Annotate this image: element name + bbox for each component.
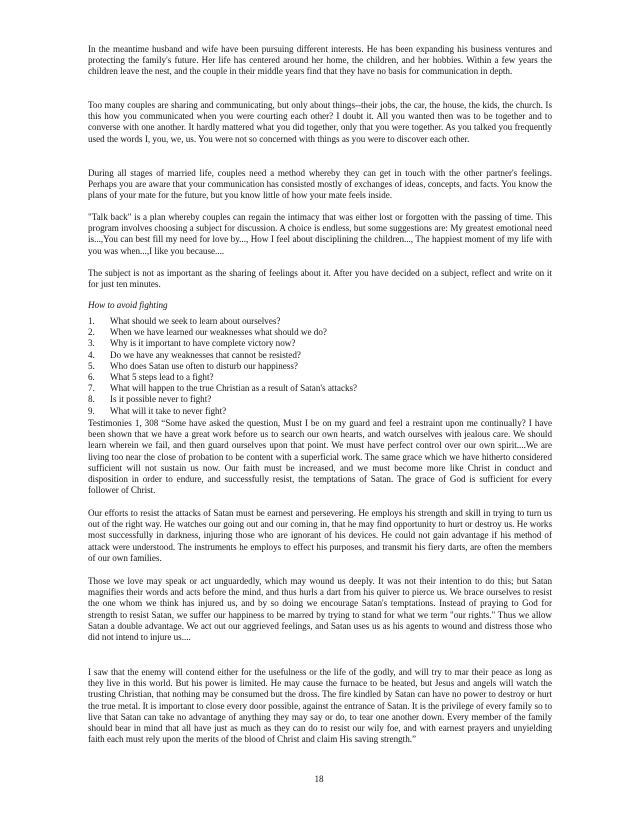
question-number: 3. — [88, 338, 95, 349]
list-item — [88, 338, 552, 349]
list-item — [88, 350, 552, 361]
paragraph-communicating: Too many couples are sharing and communicating, but only about things--their jobs, the car, the house, the kids, the church. Is this how you communicated when you were courting each other? I doubt it. All you wanted then was to be together and to converse with one another. It hardly mattered what you did together, only that you were together. As you talked you frequently used the words I, you, we, us. You were not so concerned with things as you were to discover each other. — [88, 100, 552, 144]
section-heading: How to avoid fighting — [88, 300, 168, 310]
question-number: 1. — [88, 316, 95, 326]
question-text: Is it possible never to fight? — [110, 394, 212, 405]
question-list — [88, 316, 552, 417]
question-number: 9. — [88, 405, 95, 416]
paragraph-interests: In the meantime husband and wife have been pursuing different interests. He has been expanding his business ventures and protecting the family's future. Her life has centered around her home, the children, and her hobbies. Within a few years the children leave the nest, and the couple in their middle years find that they have no basis for communication in depth. — [88, 44, 552, 77]
question-text: What will it take to never fight? — [110, 405, 227, 416]
question-text: Do we have any weaknesses that cannot be resisted? — [110, 349, 301, 360]
quote-enemy: I saw that the enemy will contend either for the usefulness or the life of the godly, and will try to mar their peace as long as they live in this world. But his power is limited. He may cause the furnace to be heated, but Jesus and angels will watch the trusting Christian, that nothing may be consumed but the dross. The fire kindled by Satan can have no power to destroy or hurt the true metal. It is important to close every door possible, against the entrance of Satan. It is the privilege of every family so to live that Satan can take no advantage of anything they may say or do, to tear one another down. Every member of the family should bear in mind that all have just as much as they can do to resist our wily foe, and with earnest prayers and unyielding faith each must rely upon the merits of the blood of Christ and claim His saving strength.” — [88, 667, 552, 745]
paragraph-subject: The subject is not as important as the sharing of feelings about it. After you have decided on a subject, reflect and write on it for just ten minutes. — [88, 268, 552, 290]
question-text: Why is it important to have complete victory now? — [110, 338, 296, 349]
page-number: 18 — [314, 774, 324, 784]
question-text: What should we seek to learn about ourselves? — [110, 316, 281, 326]
question-text: What 5 steps lead to a fight? — [110, 372, 214, 383]
quote-loved-ones: Those we love may speak or act unguardedly, which may wound us deeply. It was not their intention to do this; but Satan magnifies their words and acts before the mind, and thus hurls a dart from his quiver to pierce us. We brace ourselves to resist the one whom we think has injured us, and by so doing we encourage Satan's temptations. Instead of praying to God for strength to resist Satan, we suffer our happiness to be marred by trying to stand for what we term "our rights." Thus we allow Satan a double advantage. We act out our aggrieved feelings, and Satan uses us as his agents to wound and distress those who did not intend to injure us.... — [88, 576, 552, 643]
question-number: 4. — [88, 349, 95, 360]
question-number: 8. — [88, 394, 95, 405]
list-item — [88, 372, 552, 383]
question-text: What will happen to the true Christian as a result of Satan's attacks? — [110, 383, 358, 394]
list-item — [88, 394, 552, 405]
quote-efforts: Our efforts to resist the attacks of Satan must be earnest and persevering. He employs his strength and skill in trying to turn us out of the right way. He watches our going out and our coming in, that he may find opportunity to hurt or destroy us. He works most successfully in darkness, injuring those who are ignorant of his devices. He could not gain advantage if his method of attack were understood. The instruments he employs to effect his purposes, and transmit his fiery darts, are often the members of our own families. — [88, 508, 552, 563]
question-number: 7. — [88, 383, 95, 394]
paragraph-talk-back: "Talk back" is a plan whereby couples can regain the intimacy that was either lost or forgotten with the passing of time. This program involves choosing a subject for discussion. A choice is endless, but some suggestions are: My greatest emotional need is...,You can best fill my need for love by..., How I feel about disciplining the children..., The happiest moment of my life with you was when...,I like you because.... — [88, 212, 552, 256]
question-text: Who does Satan use often to disturb our happiness? — [110, 360, 298, 371]
list-item — [88, 316, 552, 327]
question-number: 2. — [88, 327, 95, 338]
question-number: 5. — [88, 360, 95, 371]
question-number: 6. — [88, 372, 95, 383]
paragraph-stages: During all stages of married life, couples need a method whereby they can get in touch with the other partner's feelings. Perhaps you are aware that your communication has consisted mostly of exchanges of ideas, concepts, and facts. You know the plans of your mate for the future, but you know little of how your mate feels inside. — [88, 168, 552, 201]
list-item — [88, 406, 552, 417]
list-item — [88, 383, 552, 394]
question-text: When we have learned our weaknesses what should we do? — [110, 327, 327, 338]
quote-testimonies: Testimonies 1, 308 “Some have asked the question, Must I be on my guard and feel a restraint upon me continually? I have been shown that we have a great work before us to search our own hearts, and watch ourselves with jealous care. We should learn wherein we fail, and then guard ourselves upon that point. We must have perfect control over our own spirit....We are living too near the close of probation to be content with a superficial work. The same grace which we have hitherto considered sufficient will not sustain us now. Our faith must be increased, and we must become more like Christ in conduct and disposition in order to endure, and successfully resist, the temptations of Satan. The grace of God is sufficient for every follower of Christ. — [88, 418, 552, 496]
list-item — [88, 361, 552, 372]
list-item — [88, 327, 552, 338]
